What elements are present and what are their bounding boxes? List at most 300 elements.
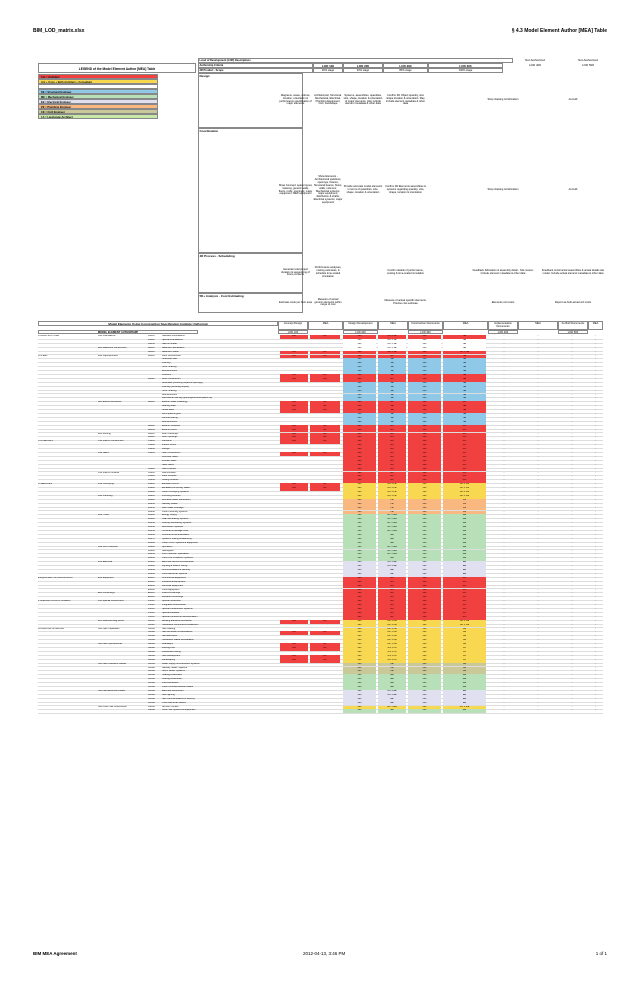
- lod500-value: -: [571, 463, 573, 466]
- lod500-mea: -: [595, 346, 596, 349]
- lod500-value: -: [571, 658, 573, 661]
- element-code: E1030: [148, 584, 155, 587]
- lod300-mea: LA: [443, 651, 486, 655]
- lod400-value: -: [503, 530, 505, 532]
- lod500-mea: -: [595, 596, 596, 599]
- lod400-mea: -: [537, 506, 539, 509]
- lod300-value: 300: [408, 678, 441, 682]
- section-desc: [343, 253, 383, 293]
- lod200-mea: Arc: [378, 600, 406, 604]
- lod500-value: -: [571, 416, 573, 419]
- lod400-value: -: [503, 705, 505, 708]
- lod400-value: -: [503, 588, 505, 591]
- lod300-mea: CE: [443, 643, 486, 647]
- lod200-mea: Arc + CE: [378, 620, 406, 624]
- lod300-mea: SE: [443, 390, 486, 394]
- lod500-value: -: [571, 389, 573, 392]
- element-code: F1020: [148, 604, 155, 607]
- lod500-value: -: [571, 674, 573, 677]
- lod200-mea: SE: [378, 394, 406, 398]
- lod400-value: -: [503, 623, 505, 626]
- lod500-value: -: [571, 643, 573, 646]
- element-name: Cooling Generating Systems: [162, 522, 192, 525]
- lod500-mea: -: [595, 604, 596, 607]
- element-name: Landscaping: [162, 658, 176, 661]
- lod400-value: -: [503, 479, 505, 482]
- lod400-mea: -: [537, 600, 539, 603]
- lod300-mea: LA: [443, 655, 486, 659]
- section-desc: Systems, assemblies, quantities, size, shape, location & orientation of major elements. Also include element metadata & other data: [343, 93, 383, 106]
- element-name: Controls & Instrumentation: [162, 533, 190, 536]
- lod400-mea: -: [537, 440, 539, 443]
- lod300-value: 300: [408, 620, 441, 624]
- lod400-mea: -: [537, 350, 539, 353]
- lod300-value: 300: [408, 596, 441, 600]
- lod400-value: -: [503, 448, 505, 451]
- lod500-mea: -: [595, 389, 596, 392]
- element-name: Other Conveying Systems: [162, 491, 189, 493]
- lod300-value: 300: [408, 358, 441, 362]
- element-name: Fuel Distribution: [162, 682, 179, 685]
- lod200-mea: Arc + PE: [378, 487, 406, 491]
- lod300-value: 300: [408, 362, 441, 366]
- table-row: [38, 709, 603, 714]
- lod200-mea: SE: [378, 362, 406, 366]
- lod500-value: -: [571, 611, 573, 614]
- lod400-value: -: [503, 662, 505, 665]
- lod500-mea: -: [595, 374, 596, 376]
- section-title: Coordination: [198, 128, 303, 253]
- lod200-value: 200: [343, 655, 376, 659]
- element-code: C3010: [148, 471, 155, 474]
- element-name: Standpipes: [162, 549, 174, 552]
- lod400-mea: -: [537, 647, 539, 649]
- lod300-value: 300: [408, 499, 441, 503]
- lod300-mea: Arc + PE: [443, 487, 486, 491]
- lod300-value: 300: [408, 495, 441, 499]
- lod400-mea: -: [537, 479, 539, 482]
- lod400-mea: -: [537, 533, 539, 536]
- lod300-mea: Arc: [443, 456, 486, 460]
- lod300-mea: Arc: [443, 616, 486, 620]
- lod400-value: -: [503, 576, 505, 579]
- lod500-value: -: [571, 533, 573, 536]
- element-code: D4010: [148, 545, 155, 548]
- lod300-value: 300: [408, 690, 441, 694]
- lod100-mea: [310, 709, 340, 713]
- lod500-mea: -: [595, 697, 596, 700]
- lod500-mea: -: [595, 409, 596, 412]
- element-name: Steel Stairs: [162, 463, 174, 466]
- lod300-value: 300: [408, 460, 441, 464]
- legend-item: ME = Mechanical Engineer: [38, 94, 158, 99]
- subcategory-label: A10 Foundations: [98, 335, 116, 337]
- lod300-value: 300: [408, 577, 441, 581]
- element-code: G4030: [148, 697, 155, 700]
- lod100-value: 100: [280, 351, 308, 355]
- lod300-value: 300: [408, 413, 441, 417]
- lod200-value: 200: [343, 698, 376, 702]
- lod500-value: -: [571, 569, 573, 571]
- lod100-mea: Arc: [310, 487, 340, 491]
- lod500-mea: -: [595, 393, 596, 396]
- lod400-mea: -: [537, 670, 539, 673]
- element-code: E1020: [148, 580, 155, 583]
- element-name: Framing (including slopes): [162, 385, 189, 388]
- subcategory-label: G30 Site Civil/Mech Utilities: [98, 662, 127, 665]
- lod200-value: 200: [343, 565, 376, 569]
- lod400-mea: -: [537, 592, 539, 595]
- lod100-mea: Arc: [310, 436, 340, 440]
- lod100-value: 100: [280, 378, 308, 382]
- lod400-value: -: [503, 335, 505, 337]
- lod200-mea: EE: [378, 573, 406, 577]
- lod300-mea: CE: [443, 667, 486, 671]
- element-code: G1030: [148, 635, 155, 638]
- lod500-mea: -: [595, 541, 596, 544]
- lod400-value: -: [503, 569, 505, 571]
- lod300-value: 300: [408, 647, 441, 651]
- phase-header: Implementation Documents: [488, 321, 518, 330]
- subcategory-label: G90 Other Site Construction: [98, 705, 127, 708]
- lod200-mea: SE: [378, 358, 406, 362]
- lod400-mea: -: [537, 467, 539, 470]
- na-lod: LOD 400: [528, 63, 541, 67]
- element-name: Deck/slab (including slopes & openings): [162, 381, 203, 384]
- lod400-value: -: [503, 522, 505, 525]
- lod500-mea: -: [595, 526, 596, 529]
- lod200-mea: PE: [378, 511, 406, 515]
- lod200-mea: Arc: [378, 468, 406, 472]
- element-code: D2040: [148, 506, 155, 509]
- lod200-value: 200: [343, 370, 376, 374]
- lod400-value: -: [503, 533, 505, 536]
- element-code: D4090: [148, 557, 155, 560]
- lod200-value: 200: [343, 651, 376, 655]
- element-name: Pedestrian Paving: [162, 650, 181, 653]
- lod200-value: 200: [343, 366, 376, 370]
- lod300-value: 300: [408, 655, 441, 659]
- lod300-mea: SE: [443, 355, 486, 359]
- element-name: Ceiling Finishes: [162, 479, 179, 482]
- lod400-value: -: [503, 452, 505, 454]
- lod500-value: -: [571, 452, 573, 454]
- lod500-mea: -: [595, 572, 596, 575]
- lod-stage: 100% stage: [428, 68, 503, 73]
- section-desc: Elements unit costs: [491, 300, 515, 304]
- lod300-mea: Arc + CE: [443, 624, 486, 628]
- lod300-value: 300: [408, 635, 441, 639]
- element-code: A1020: [148, 338, 155, 341]
- lod200-value: 200: [343, 460, 376, 464]
- lod200-mea: ME: [378, 538, 406, 542]
- lod200-value: 200: [343, 433, 376, 437]
- lod500-mea: -: [595, 358, 596, 361]
- lod200-mea: Arc: [378, 378, 406, 382]
- legend-item: CE = Civil Engineer: [38, 109, 158, 114]
- lod500-value: -: [571, 545, 573, 548]
- lod300-value: 300: [408, 452, 441, 456]
- lod500-value: -: [571, 401, 573, 404]
- lod200-value: 200: [343, 507, 376, 511]
- element-code: D2030: [148, 502, 155, 505]
- subcategory-label: C20 Stairs: [98, 452, 109, 454]
- lod300-value: 300: [408, 561, 441, 565]
- lod400-mea: -: [537, 666, 539, 669]
- lod400-mea: -: [537, 346, 539, 349]
- lod200-mea: Arc: [378, 440, 406, 444]
- lod500-mea: -: [595, 611, 596, 614]
- lod500-value: -: [571, 553, 573, 556]
- lod300-value: 300: [408, 702, 441, 706]
- lod200-value: 200: [343, 538, 376, 542]
- lod500-mea: -: [595, 557, 596, 560]
- lod200-value: 200: [343, 335, 376, 339]
- lod300-value: 300: [408, 401, 441, 405]
- lod200-mea: Arc: [378, 479, 406, 483]
- lod300-mea: Arc: [443, 429, 486, 433]
- element-code: B2010: [148, 401, 155, 404]
- lod500-value: -: [571, 670, 573, 673]
- lod300-value: 300: [408, 448, 441, 452]
- element-code: G3060: [148, 682, 155, 685]
- lod200-mea: Arc: [378, 475, 406, 479]
- lod500-mea: -: [595, 705, 596, 708]
- subcategory-label: E10 Equipment: [98, 576, 114, 579]
- lod500-value: -: [571, 335, 573, 337]
- lod400-value: -: [503, 420, 505, 423]
- lod400-mea: -: [537, 358, 539, 361]
- lod500-mea: -: [595, 452, 596, 454]
- lod200-mea: Arc + ME: [378, 530, 406, 534]
- lod200-mea: ME: [378, 542, 406, 546]
- lod200-value: 200: [343, 643, 376, 647]
- section-desc: As-built: [568, 188, 578, 192]
- lod300-value: 300: [408, 483, 441, 487]
- lod200-mea: Arc: [378, 596, 406, 600]
- lod200-value: 200: [343, 347, 376, 351]
- lod300-mea: CE: [443, 670, 486, 674]
- lod200-mea: PE: [378, 499, 406, 503]
- lod500-mea: -: [595, 338, 596, 341]
- lod200-mea: SE: [378, 382, 406, 386]
- lod400-value: -: [503, 409, 505, 412]
- lod400-mea: -: [537, 654, 539, 657]
- lod300-value: 300: [408, 425, 441, 429]
- lod500-value: -: [571, 502, 573, 505]
- lod200-value: 200: [343, 604, 376, 608]
- lod400-value: -: [503, 666, 505, 669]
- lod200-value: 200: [343, 429, 376, 433]
- element-code: D3060: [148, 533, 155, 536]
- lod300-mea: ME: [443, 522, 486, 526]
- lod400-mea: -: [537, 588, 539, 591]
- lod500-mea: -: [595, 498, 596, 501]
- lod400-value: -: [503, 487, 505, 490]
- lod200-mea: EE: [378, 702, 406, 706]
- lod300-mea: SE: [443, 409, 486, 413]
- lod200-value: 200: [343, 612, 376, 616]
- lod200-value: 200: [343, 386, 376, 390]
- category-label: E EQUIPMENT & FURNISHINGS: [38, 576, 73, 579]
- subcategory-label: E20 Furnishings: [98, 592, 115, 595]
- lod300-mea: Arc: [443, 425, 486, 429]
- lod500-mea: -: [595, 483, 596, 486]
- lod400-value: -: [503, 350, 505, 353]
- lod400-value: -: [503, 670, 505, 673]
- lod200-value: 200: [343, 557, 376, 561]
- lod100-mea: Arc: [310, 335, 340, 339]
- lod500-mea: -: [595, 537, 596, 540]
- element-name: Cooling Distribution: [162, 678, 182, 681]
- lod200-mea: Arc + SE: [378, 335, 406, 339]
- lod500-value: -: [571, 561, 573, 564]
- lod300-value: 300: [408, 557, 441, 561]
- lod500-mea: -: [595, 506, 596, 509]
- lod200-mea: Arc + LA: [378, 647, 406, 651]
- lod500-mea: -: [595, 428, 596, 431]
- lod400-value: -: [503, 596, 505, 599]
- element-name: Other Fire Protection Systems: [162, 557, 193, 560]
- lod100-mea: Arc: [310, 401, 340, 405]
- lod100-mea: Arc: [310, 483, 340, 487]
- phase-header: MEA: [588, 321, 603, 330]
- lod400-mea: -: [537, 553, 539, 556]
- lod300-mea: Arc: [443, 589, 486, 593]
- lod400-value: -: [503, 627, 505, 630]
- lod200-value: 200: [343, 635, 376, 639]
- lod400-value: -: [503, 647, 505, 649]
- element-name: Other Electrical Utilities: [162, 701, 186, 704]
- lod200-value: 200: [343, 518, 376, 522]
- lod500-mea: -: [595, 475, 596, 478]
- lod-header: LOD 300: [428, 63, 503, 68]
- lod400-value: -: [503, 401, 505, 404]
- lod100-value: 100: [280, 425, 308, 429]
- lod100-mea: Arc: [310, 440, 340, 444]
- lod200-value: 200: [343, 702, 376, 706]
- lod500-value: -: [571, 537, 573, 540]
- lod300-mea: SE: [443, 405, 486, 409]
- lod400-value: -: [503, 370, 505, 373]
- lod300-mea: Arc + PE: [443, 495, 486, 499]
- element-name: Site Clearing: [162, 627, 176, 630]
- lod200-mea: ME: [378, 678, 406, 682]
- element-name: Reinforcement: [162, 393, 177, 396]
- element-name: Sanitary Sewer Systems: [162, 666, 188, 669]
- lod500-value: -: [571, 374, 573, 376]
- lod100-mea: Arc: [310, 429, 340, 433]
- lod300-mea: Arc: [443, 612, 486, 616]
- lod200-value: 200: [343, 585, 376, 589]
- element-name: Rain Water Drainage: [162, 506, 184, 509]
- subcategory-label: C10 Interior Construction: [98, 440, 124, 443]
- lod300-mea: SE: [443, 378, 486, 382]
- lod200-mea: ME: [378, 682, 406, 686]
- element-code: D2010: [148, 494, 155, 497]
- lod500-mea: -: [595, 381, 596, 384]
- section-desc: Generate total project duration & sequencing of future contents: [281, 267, 310, 277]
- lod200-mea: CE: [378, 663, 406, 667]
- lod200-value: 200: [343, 577, 376, 581]
- section-desc: Show Elements - Architectural partitions, openings, fixtures; Structural beams, floors, walls, columns; Mechanical systems; major equipment; distribution & shafts; Electrical systems; major equipment: [313, 174, 343, 205]
- element-name: Site Development: [162, 654, 181, 657]
- element-name: Fixed Furnishings: [162, 592, 181, 595]
- lod200-mea: Arc: [378, 355, 406, 359]
- lod200-mea: Arc: [378, 608, 406, 612]
- lod500-value: -: [571, 370, 573, 373]
- lod500-mea: -: [595, 440, 596, 443]
- lod200-value: 200: [343, 339, 376, 343]
- element-name: Heat Generating Systems: [162, 518, 189, 521]
- lod300-mea: EE: [443, 702, 486, 706]
- lod400-value: -: [503, 549, 505, 552]
- lod300-mea: Arc: [443, 472, 486, 476]
- lod200-mea: Arc: [378, 604, 406, 608]
- lod500-value: -: [571, 592, 573, 595]
- lod500-value: -: [571, 709, 573, 712]
- lod500-mea: -: [595, 662, 596, 665]
- lod500-mea: -: [595, 397, 596, 400]
- element-code: D5030: [148, 569, 155, 571]
- element-code: C2020: [148, 467, 155, 470]
- section-desc: Report as-built actual unit costs: [554, 300, 592, 304]
- lod300-value: 300: [408, 347, 441, 351]
- lod400-mea: -: [537, 362, 539, 365]
- lod500-value: -: [571, 362, 573, 365]
- element-code: B3010: [148, 432, 155, 435]
- category-label: F SPECIAL CONSTR. & DEMO.: [38, 600, 71, 603]
- element-name: Vehicular Equipment: [162, 584, 184, 587]
- lod200-value: 200: [343, 394, 376, 398]
- lod200-mea: Arc + EE: [378, 690, 406, 694]
- lod100-mea: Arc: [310, 409, 340, 413]
- lod500-value: -: [571, 377, 573, 380]
- lod200-value: 200: [343, 425, 376, 429]
- lod500-value: -: [571, 494, 573, 497]
- lod200-mea: Arc: [378, 452, 406, 456]
- lod400-value: -: [503, 377, 505, 380]
- lod200-value: 200: [343, 530, 376, 534]
- lod500-mea: -: [595, 682, 596, 685]
- lod500-mea: -: [595, 432, 596, 435]
- lod500-value: -: [571, 635, 573, 638]
- lod300-value: 300: [408, 592, 441, 596]
- lod500-value: -: [571, 631, 573, 634]
- lod500-mea: -: [595, 530, 596, 532]
- lod300-mea: Arc: [443, 452, 486, 456]
- lod300-value: 300: [408, 405, 441, 409]
- lod400-mea: -: [537, 709, 539, 712]
- lod400-mea: -: [537, 689, 539, 692]
- lod400-mea: -: [537, 662, 539, 665]
- lod500-value: -: [571, 350, 573, 353]
- lod300-mea: EE: [443, 694, 486, 698]
- lod500-value: -: [571, 498, 573, 501]
- lod200-value: 200: [343, 514, 376, 518]
- lod200-value: 200: [343, 706, 376, 710]
- lod500-mea: -: [595, 689, 596, 692]
- lod300-mea: Arc: [443, 479, 486, 483]
- lod300-value: 300: [408, 526, 441, 530]
- lod400-mea: -: [537, 366, 539, 369]
- lod500-mea: -: [595, 580, 596, 583]
- lod300-mea: Arc: [443, 581, 486, 585]
- element-code: C1020: [148, 444, 155, 447]
- lod200-mea: Arc: [378, 433, 406, 437]
- lod400-value: -: [503, 600, 505, 603]
- lod200-value: 200: [343, 522, 376, 526]
